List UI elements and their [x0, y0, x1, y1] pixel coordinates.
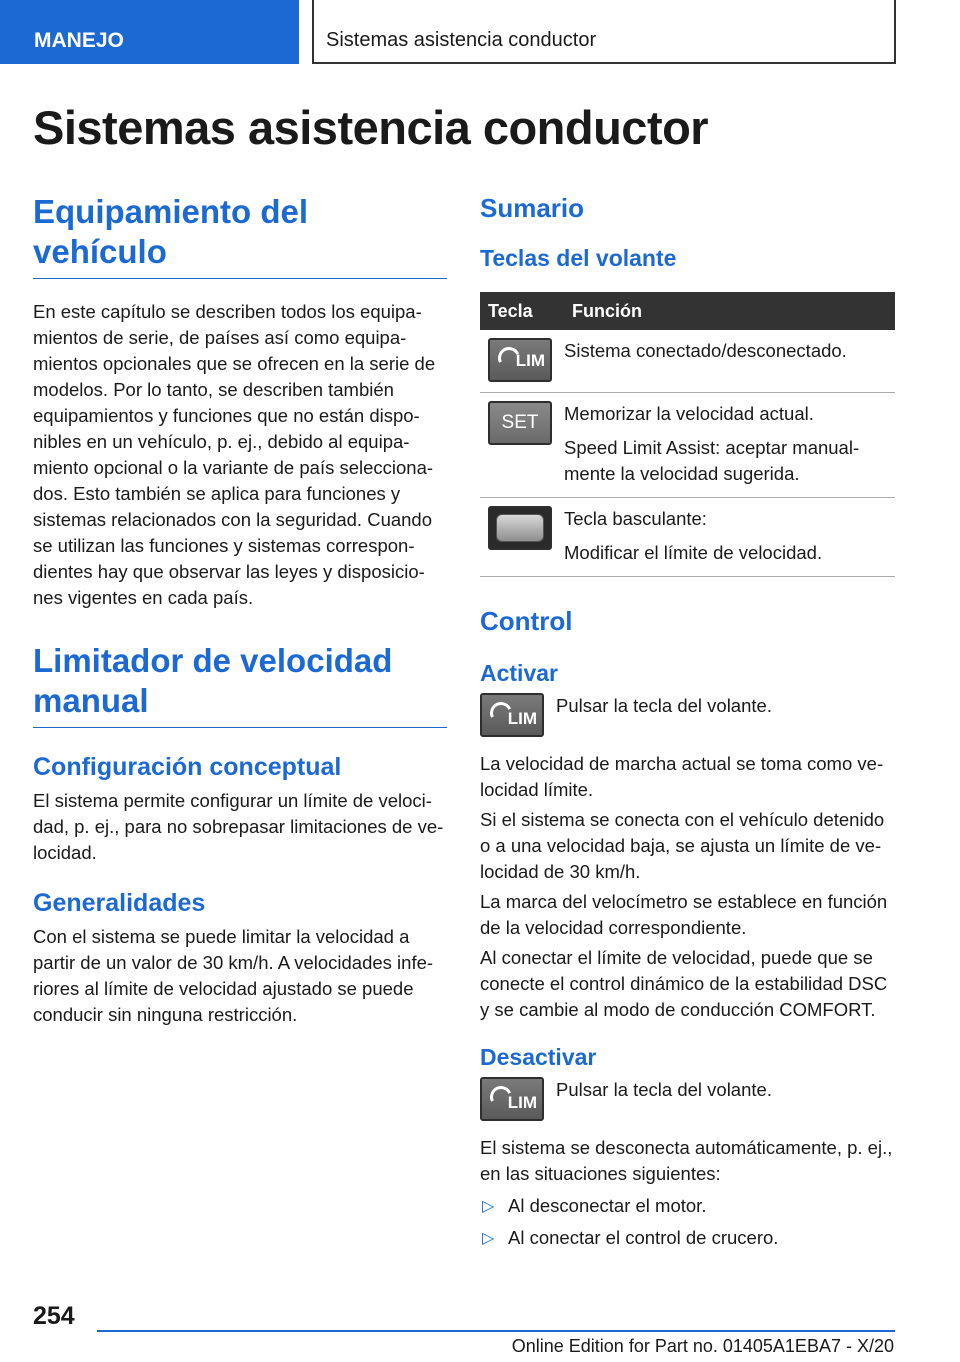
- function-text: Sistema conectado/desconectado.: [564, 340, 847, 361]
- keys-heading: Teclas del volante: [480, 245, 677, 271]
- activate-paragraph: Si el sistema se conecta con el vehículo detenido o a una velocidad baja, se ajusta un límite de velocidad de 30 km/h.: [480, 809, 885, 882]
- activate-heading: Activar: [480, 660, 558, 686]
- lim-key-icon: LIM: [488, 338, 552, 382]
- activate-paragraph: La marca del velocímetro se establece en función de la velocidad correspondiente.: [480, 891, 888, 938]
- right-column: [480, 192, 895, 1251]
- deactivate-list: [480, 1193, 895, 1251]
- table-row: [480, 498, 895, 577]
- list-item: ▷ Al conectar el control de crucero.: [480, 1225, 895, 1251]
- equipment-text: En este capítulo se describen todos los equipamientos de serie, de países así como equipamientos opcionales que se ofrecen en la serie de modelos. Por lo tanto, se describen también equipamientos y funciones que no están disponibles en un vehículo, p. ej., debido al equipamiento opcional o la variante de país seleccionados. Esto también se aplica para funciones y sistemas relacionados con la seguridad. Cuando se utilizan las funciones y sistemas correspondientes hay que observar las leyes y disposiciones vigentes en cada país.: [33, 301, 436, 608]
- general-text: Con el sistema se puede limitar la velocidad a partir de un valor de 30 km/h. A velocidades inferiores al límite de velocidad ajustado se puede conducir sin ninguna restricción.: [33, 926, 434, 1025]
- keys-table: [480, 292, 895, 577]
- list-item: ▷ Al desconectar el motor.: [480, 1193, 895, 1219]
- rocker-switch-icon: [488, 506, 552, 550]
- lim-key-icon: LIM: [480, 1077, 544, 1121]
- deactivate-key-text: Pulsar la tecla del volante.: [556, 1079, 772, 1100]
- deactivate-heading: Desactivar: [480, 1044, 597, 1070]
- control-heading: Control: [480, 606, 573, 636]
- deactivate-text: El sistema se desconecta automáticamente, p. ej., en las situaciones siguientes:: [480, 1137, 893, 1184]
- header-chapter-title: Sistemas asistencia conductor: [312, 0, 896, 64]
- function-text: Tecla basculante:: [564, 508, 707, 529]
- function-text: Memorizar la velocidad actual.: [564, 403, 814, 424]
- concept-text: El sistema permite configurar un límite de velocidad, p. ej., para no sobrepasar limitaciones de velocidad.: [33, 790, 444, 863]
- deactivate-key-row: [480, 1077, 895, 1121]
- limiter-heading: Limitador de velocidad manual: [33, 641, 447, 728]
- summary-heading: Sumario: [480, 193, 585, 223]
- equipment-heading: Equipamiento del vehículo: [33, 192, 447, 279]
- keys-table-header: [480, 292, 895, 330]
- function-text: Modificar el límite de velocidad.: [564, 542, 823, 563]
- general-heading: Generalidades: [33, 889, 206, 917]
- triangle-bullet-icon: ▷: [482, 1230, 495, 1247]
- activate-key-text: Pulsar la tecla del volante.: [556, 695, 772, 716]
- page-number: 254: [33, 1302, 75, 1330]
- triangle-bullet-icon: ▷: [482, 1198, 495, 1215]
- page-title: Sistemas asistencia conductor: [33, 101, 709, 154]
- set-key-icon: SET: [488, 401, 552, 445]
- activate-paragraph: Al conectar el límite de velocidad, puede que se conecte el control dinámico de la estabilidad DSC y se cambie al modo de conducción COMFORT.: [480, 947, 888, 1020]
- header-section-tab: MANEJO: [0, 0, 299, 64]
- activate-key-row: [480, 693, 895, 737]
- col-key-header: Tecla: [480, 292, 564, 330]
- left-column: [33, 192, 447, 1028]
- footer-edition: Online Edition for Part no. 01405A1EBA7 - X/20: [511, 1336, 894, 1356]
- col-function-header: Función: [564, 292, 895, 330]
- table-row: [480, 393, 895, 498]
- table-row: [480, 330, 895, 393]
- footer-divider: [97, 1330, 895, 1332]
- function-text: Speed Limit Assist: aceptar manualmente la velocidad sugerida.: [564, 437, 860, 484]
- concept-heading: Configuración conceptual: [33, 753, 342, 781]
- activate-paragraph: La velocidad de marcha actual se toma como velocidad límite.: [480, 753, 884, 800]
- lim-key-icon: LIM: [480, 693, 544, 737]
